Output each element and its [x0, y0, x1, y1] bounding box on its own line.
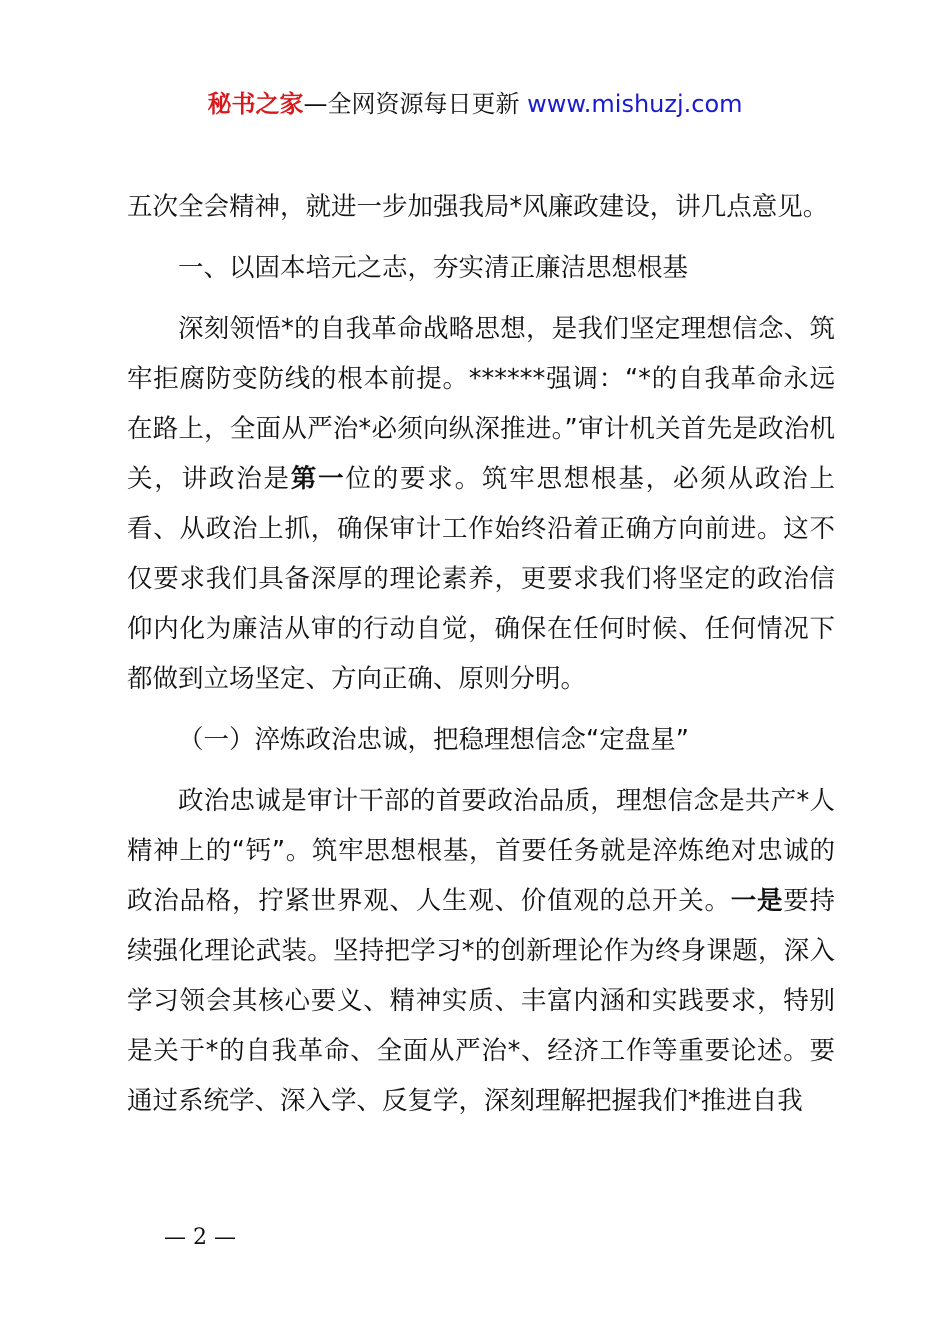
page-number: — 2 — [164, 1225, 236, 1250]
paragraph-intro-continuation: 五次全会精神，就进一步加强我局*风廉政建设，讲几点意见。 [127, 192, 829, 222]
paragraph-text: 深刻领悟*的自我革命战略思想，是我们坚定理想信念、筑牢拒腐防变防线的根本前提。******强调：“*的自我革命永远在路上，全面从严治*必须向纵深推进。”审计机关首先是政治机关，讲政治是 [127, 314, 835, 494]
site-slogan: —全网资源每日更新 [303, 90, 520, 118]
site-brand: 秘书之家 [207, 90, 304, 118]
subsection-heading: （一）淬炼政治忠诚，把稳理想信念“定盘星” [178, 725, 689, 755]
paragraph-text: 位的要求。筑牢思想根基，必须从政治上看、从政治上抓，确保审计工作始终沿着正确方向前进。这不仅要求我们具备深厚的理论素养，更要求我们将坚定的政治信仰内化为廉洁从审的行动自觉，确保在任何时候、任何情况下都做到立场坚定、方向正确、原则分明。 [127, 464, 835, 694]
bold-emphasis: 一是 [730, 886, 784, 916]
paragraph-body [127, 776, 835, 1126]
paragraph-text: 政治忠诚是审计干部的首要政治品质，理想信念是共产*人精神上的“钙”。筑牢思想根基，首要任务就是淬炼绝对忠诚的政治品格，拧紧世界观、人生观、价值观的总开关。 [127, 786, 835, 916]
document-body [127, 182, 835, 1126]
site-url-link[interactable]: www.mishuzj.com [527, 90, 743, 118]
section-heading: 一、以固本培元之志，夯实清正廉洁思想根基 [178, 253, 689, 283]
site-header [0, 86, 950, 122]
paragraph-body [127, 304, 835, 704]
bold-emphasis: 第一 [290, 464, 346, 494]
paragraph-text: 要持续强化理论武装。坚持把学习*的创新理论作为终身课题，深入学习领会其核心要义、精神实质、丰富内涵和实践要求，特别是关于*的自我革命、全面从严治*、经济工作等重要论述。要通过系统学、深入学、反复学，深刻理解把握我们*推进自我 [127, 886, 835, 1116]
